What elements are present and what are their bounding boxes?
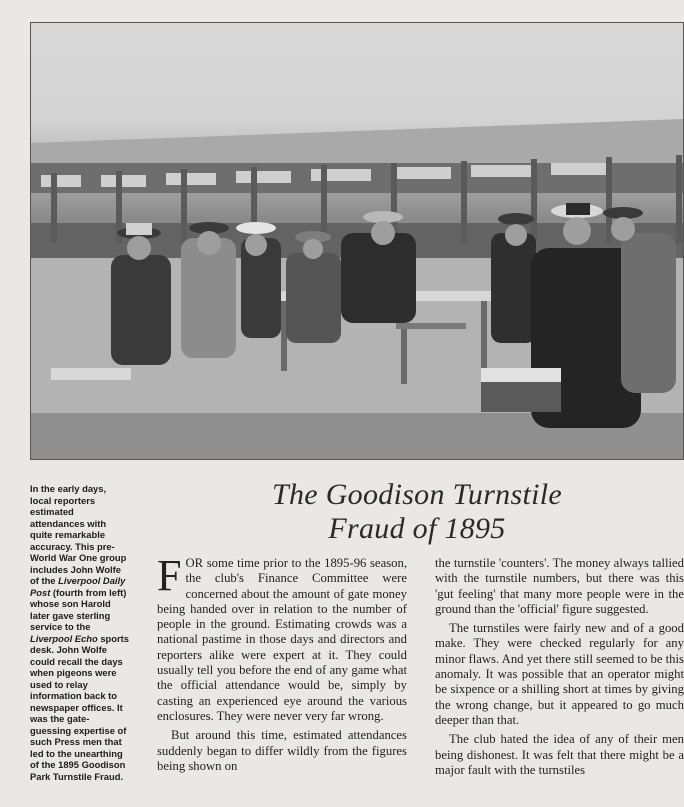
article-paragraph-5: The club hated the idea of any of their men being dishonest. It was felt that there might be a major fault with the turnstiles — [435, 732, 684, 777]
caption-publication-echo: Liverpool Echo — [30, 632, 98, 644]
photo-caption — [30, 483, 130, 782]
article-title-line1: The Goodison Turnstile — [272, 478, 562, 511]
article-column-2 — [435, 556, 684, 782]
article-paragraph-1-text: OR some time prior to the 1895-96 season, the club's Finance Committee were concerned about the amount of gate money being handed over in relation to the number of people in the ground. Estimating crowds was a national pastime in those days and directors and reporters alike were expert at it. They could usually tell you before the end of any game what the official attendance would be, simply by casting an experienced eye around the various enclosures. They were never very far wrong. — [157, 556, 407, 723]
article-paragraph-3: the turnstile 'counters'. The money always tallied with the turnstile numbers, but there was this 'gut feeling' that many more people were in the ground than the 'official' figure suggested. — [435, 556, 684, 616]
article-paragraph-2: But around this time, estimated attendances suddenly began to differ wildly from the figures being shown on — [157, 728, 407, 773]
article-title — [150, 478, 684, 546]
article-title-line2: Fraud of 1895 — [328, 512, 506, 545]
article-paragraph-1 — [157, 556, 407, 724]
article-paragraph-4: The turnstiles were fairly new and of a good make. They were checked regularly for any minor flaws. And yet there still seemed to be this anomaly. It was possible that an operator might be sixpence or a shilling short at times by giving the wrong change, but it appeared to go much deeper than that. — [435, 621, 684, 727]
caption-mid: (fourth from left) whose son Harold later gave sterling service to the — [30, 586, 127, 632]
caption-tail: sports desk. John Wolfe could recall the days when pigeons were used to relay information back to newspaper offices. It was the gate-guessing expertise of such Press men that led to the unearthing of the 1895 Goodison Park Turnstile Fraud. — [30, 632, 129, 782]
archival-photo — [30, 22, 684, 460]
caption-lead: In the early days, local reporters estimated attendances with quite remarkable accuracy. This pre-World War One group includes John Wolfe of the — [30, 483, 127, 586]
caption-publication-daily-post: Liverpool Daily Post — [30, 575, 126, 598]
drop-cap: F — [157, 556, 182, 600]
caption-text — [30, 483, 130, 782]
photo-illustration-icon — [31, 23, 683, 459]
article-column-1 — [157, 556, 407, 778]
